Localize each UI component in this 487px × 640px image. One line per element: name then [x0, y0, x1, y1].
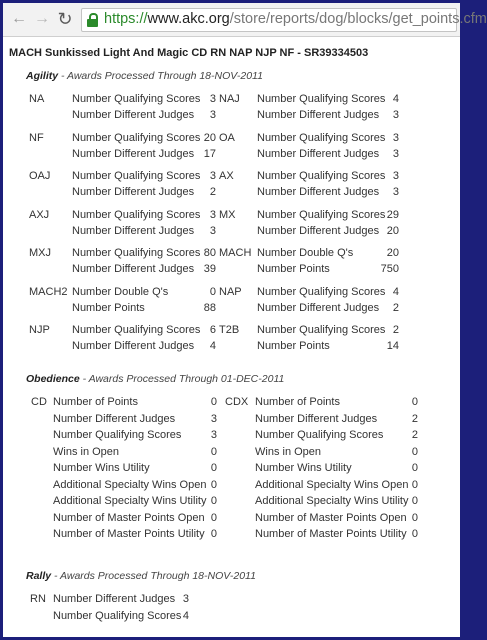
agility-stat-label: Number Points — [257, 263, 330, 275]
agility-stat-label: Number Different Judges — [72, 186, 195, 198]
agility-processed-date: - Awards Processed Through 18-NOV-2011 — [58, 70, 263, 82]
agility-title-code: NAP — [219, 286, 242, 298]
agility-title-code: NF — [29, 132, 44, 144]
obedience-stat-label: Number of Master Points Open — [255, 512, 407, 524]
obedience-stat-value: 3 — [210, 413, 217, 425]
rally-stat-value: 3 — [182, 593, 189, 605]
obedience-stat-value: 2 — [411, 429, 418, 441]
obedience-stat-label: Additional Specialty Wins Utility — [255, 495, 409, 507]
obedience-stat-label: Number Different Judges — [53, 413, 176, 425]
obedience-stat-value: 2 — [411, 413, 418, 425]
agility-title-code: MACH2 — [29, 286, 68, 298]
agility-stat-label: Number Different Judges — [257, 148, 380, 160]
agility-stat-label: Number Points — [72, 302, 145, 314]
agility-stat-value: 2 — [392, 302, 399, 314]
obedience-stat-label: Number Qualifying Scores — [255, 429, 384, 441]
agility-title-code: AX — [219, 170, 234, 182]
agility-stat-label: Number Qualifying Scores — [257, 93, 386, 105]
rally-heading — [26, 570, 256, 582]
agility-stat-label: Number Qualifying Scores — [72, 247, 201, 259]
rally-title-code: RN — [30, 593, 46, 605]
browser-window — [3, 3, 487, 637]
obedience-stat-value: 0 — [210, 446, 217, 458]
agility-label: Agility — [26, 70, 59, 82]
agility-stat-label: Number Double Q's — [257, 247, 354, 259]
agility-stat-value: 20 — [386, 247, 399, 259]
url-host: www.akc.org — [147, 11, 230, 27]
agility-stat-value: 4 — [209, 340, 216, 352]
obedience-stat-label: Number of Master Points Utility — [255, 528, 407, 540]
obedience-stat-label: Number of Points — [53, 396, 138, 408]
agility-stat-value: 0 — [209, 286, 216, 298]
browser-toolbar — [3, 3, 487, 37]
agility-stat-value: 3 — [209, 170, 216, 182]
obedience-heading — [26, 373, 284, 385]
obedience-stat-value: 0 — [411, 446, 418, 458]
agility-stat-label: Number Different Judges — [72, 340, 195, 352]
agility-heading — [26, 70, 263, 82]
url-text[interactable] — [104, 11, 487, 27]
agility-stat-label: Number Qualifying Scores — [257, 209, 386, 221]
obedience-stat-label: Number of Points — [255, 396, 340, 408]
obedience-stat-label: Number of Master Points Open — [53, 512, 205, 524]
agility-stat-value: 3 — [392, 170, 399, 182]
agility-stat-value: 14 — [386, 340, 399, 352]
rally-processed-date: - Awards Processed Through 18-NOV-2011 — [51, 570, 256, 582]
agility-stat-label: Number Qualifying Scores — [72, 209, 201, 221]
obedience-stat-label: Additional Specialty Wins Open — [255, 479, 409, 491]
agility-stat-value: 6 — [209, 324, 216, 336]
obedience-stat-label: Wins in Open — [53, 446, 120, 458]
obedience-stat-label: Number Wins Utility — [53, 462, 150, 474]
obedience-stat-value: 0 — [411, 512, 418, 524]
obedience-stat-value: 0 — [411, 495, 418, 507]
agility-stat-label: Number Points — [257, 340, 330, 352]
obedience-stat-value: 0 — [210, 462, 217, 474]
agility-stat-value: 3 — [209, 225, 216, 237]
rally-stat-label: Number Different Judges — [53, 593, 176, 605]
agility-stat-label: Number Different Judges — [257, 109, 380, 121]
agility-stat-label: Number Different Judges — [257, 302, 380, 314]
agility-title-code: MXJ — [29, 247, 51, 259]
agility-stat-value: 88 — [203, 302, 216, 314]
agility-stat-value: 2 — [209, 186, 216, 198]
agility-title-code: MACH — [219, 247, 252, 259]
obedience-stat-value: 3 — [210, 429, 217, 441]
agility-title-code: NJP — [29, 324, 50, 336]
back-arrow-icon[interactable]: ← — [11, 10, 27, 27]
points-report — [3, 37, 460, 637]
rally-stat-value: 4 — [182, 610, 189, 622]
agility-stat-value: 39 — [203, 263, 216, 275]
obedience-label: Obedience — [26, 373, 80, 385]
lock-icon — [87, 13, 98, 26]
agility-stat-label: Number Qualifying Scores — [257, 324, 386, 336]
address-bar[interactable] — [81, 8, 487, 32]
rally-label: Rally — [26, 570, 52, 582]
obedience-stat-value: 0 — [210, 495, 217, 507]
agility-stat-label: Number Qualifying Scores — [257, 170, 386, 182]
agility-stat-label: Number Different Judges — [257, 225, 380, 237]
agility-stat-label: Number Qualifying Scores — [72, 93, 201, 105]
obedience-stat-label: Number Different Judges — [255, 413, 378, 425]
obedience-stat-label: Number of Master Points Utility — [53, 528, 205, 540]
obedience-stat-label: Number Wins Utility — [255, 462, 352, 474]
agility-title-code: OAJ — [29, 170, 51, 182]
agility-stat-value: 3 — [392, 148, 399, 160]
obedience-stat-value: 0 — [411, 396, 418, 408]
obedience-stat-value: 0 — [411, 479, 418, 491]
obedience-stat-label: Additional Specialty Wins Open — [53, 479, 207, 491]
forward-arrow-icon[interactable]: → — [34, 10, 50, 27]
reload-icon[interactable]: ↻ — [57, 9, 73, 29]
dog-title: MACH Sunkissed Light And Magic CD RN NAP NJP NF - SR39334503 — [9, 47, 369, 59]
obedience-stat-value: 0 — [411, 528, 418, 540]
obedience-stat-value: 0 — [210, 479, 217, 491]
agility-title-code: MX — [219, 209, 236, 221]
agility-stat-label: Number Qualifying Scores — [257, 132, 386, 144]
agility-stat-value: 80 — [203, 247, 216, 259]
agility-title-code: T2B — [219, 324, 240, 336]
agility-stat-value: 4 — [392, 286, 399, 298]
agility-stat-value: 3 — [209, 109, 216, 121]
agility-stat-value: 3 — [209, 209, 216, 221]
agility-stat-label: Number Qualifying Scores — [72, 132, 201, 144]
obedience-stat-value: 0 — [210, 512, 217, 524]
obedience-stat-value: 0 — [210, 528, 217, 540]
agility-title-code: OA — [219, 132, 235, 144]
obedience-stat-value: 0 — [210, 396, 217, 408]
agility-stat-value: 3 — [392, 186, 399, 198]
agility-stat-label: Number Different Judges — [72, 148, 195, 160]
agility-stat-value: 4 — [392, 93, 399, 105]
obedience-stat-label: Number Qualifying Scores — [53, 429, 182, 441]
obedience-stat-value: 0 — [411, 462, 418, 474]
agility-stat-value: 29 — [386, 209, 399, 221]
agility-stat-value: 3 — [392, 132, 399, 144]
agility-title-code: AXJ — [29, 209, 50, 221]
obedience-processed-date: - Awards Processed Through 01-DEC-2011 — [79, 373, 285, 385]
rally-stat-label: Number Qualifying Scores — [53, 610, 182, 622]
agility-stat-label: Number Different Judges — [72, 263, 195, 275]
agility-title-code: NAJ — [219, 93, 240, 105]
obedience-title-code: CDX — [225, 396, 249, 408]
agility-stat-label: Number Different Judges — [72, 109, 195, 121]
agility-stat-value: 2 — [392, 324, 399, 336]
obedience-stat-label: Additional Specialty Wins Utility — [53, 495, 207, 507]
agility-stat-label: Number Qualifying Scores — [72, 170, 201, 182]
agility-stat-label: Number Different Judges — [257, 186, 380, 198]
agility-stat-value: 20 — [203, 132, 216, 144]
agility-stat-value: 17 — [203, 148, 216, 160]
agility-stat-label: Number Qualifying Scores — [257, 286, 386, 298]
agility-stat-label: Number Double Q's — [72, 286, 169, 298]
url-path: /store/reports/dog/blocks/get_points.cfm — [229, 11, 487, 27]
obedience-title-code: CD — [31, 396, 47, 408]
agility-stat-value: 3 — [209, 93, 216, 105]
agility-title-code: NA — [29, 93, 45, 105]
agility-stat-label: Number Qualifying Scores — [72, 324, 201, 336]
agility-stat-value: 750 — [380, 263, 399, 275]
agility-stat-value: 20 — [386, 225, 399, 237]
agility-stat-value: 3 — [392, 109, 399, 121]
obedience-stat-label: Wins in Open — [255, 446, 322, 458]
url-scheme: https:// — [104, 11, 148, 27]
agility-stat-label: Number Different Judges — [72, 225, 195, 237]
